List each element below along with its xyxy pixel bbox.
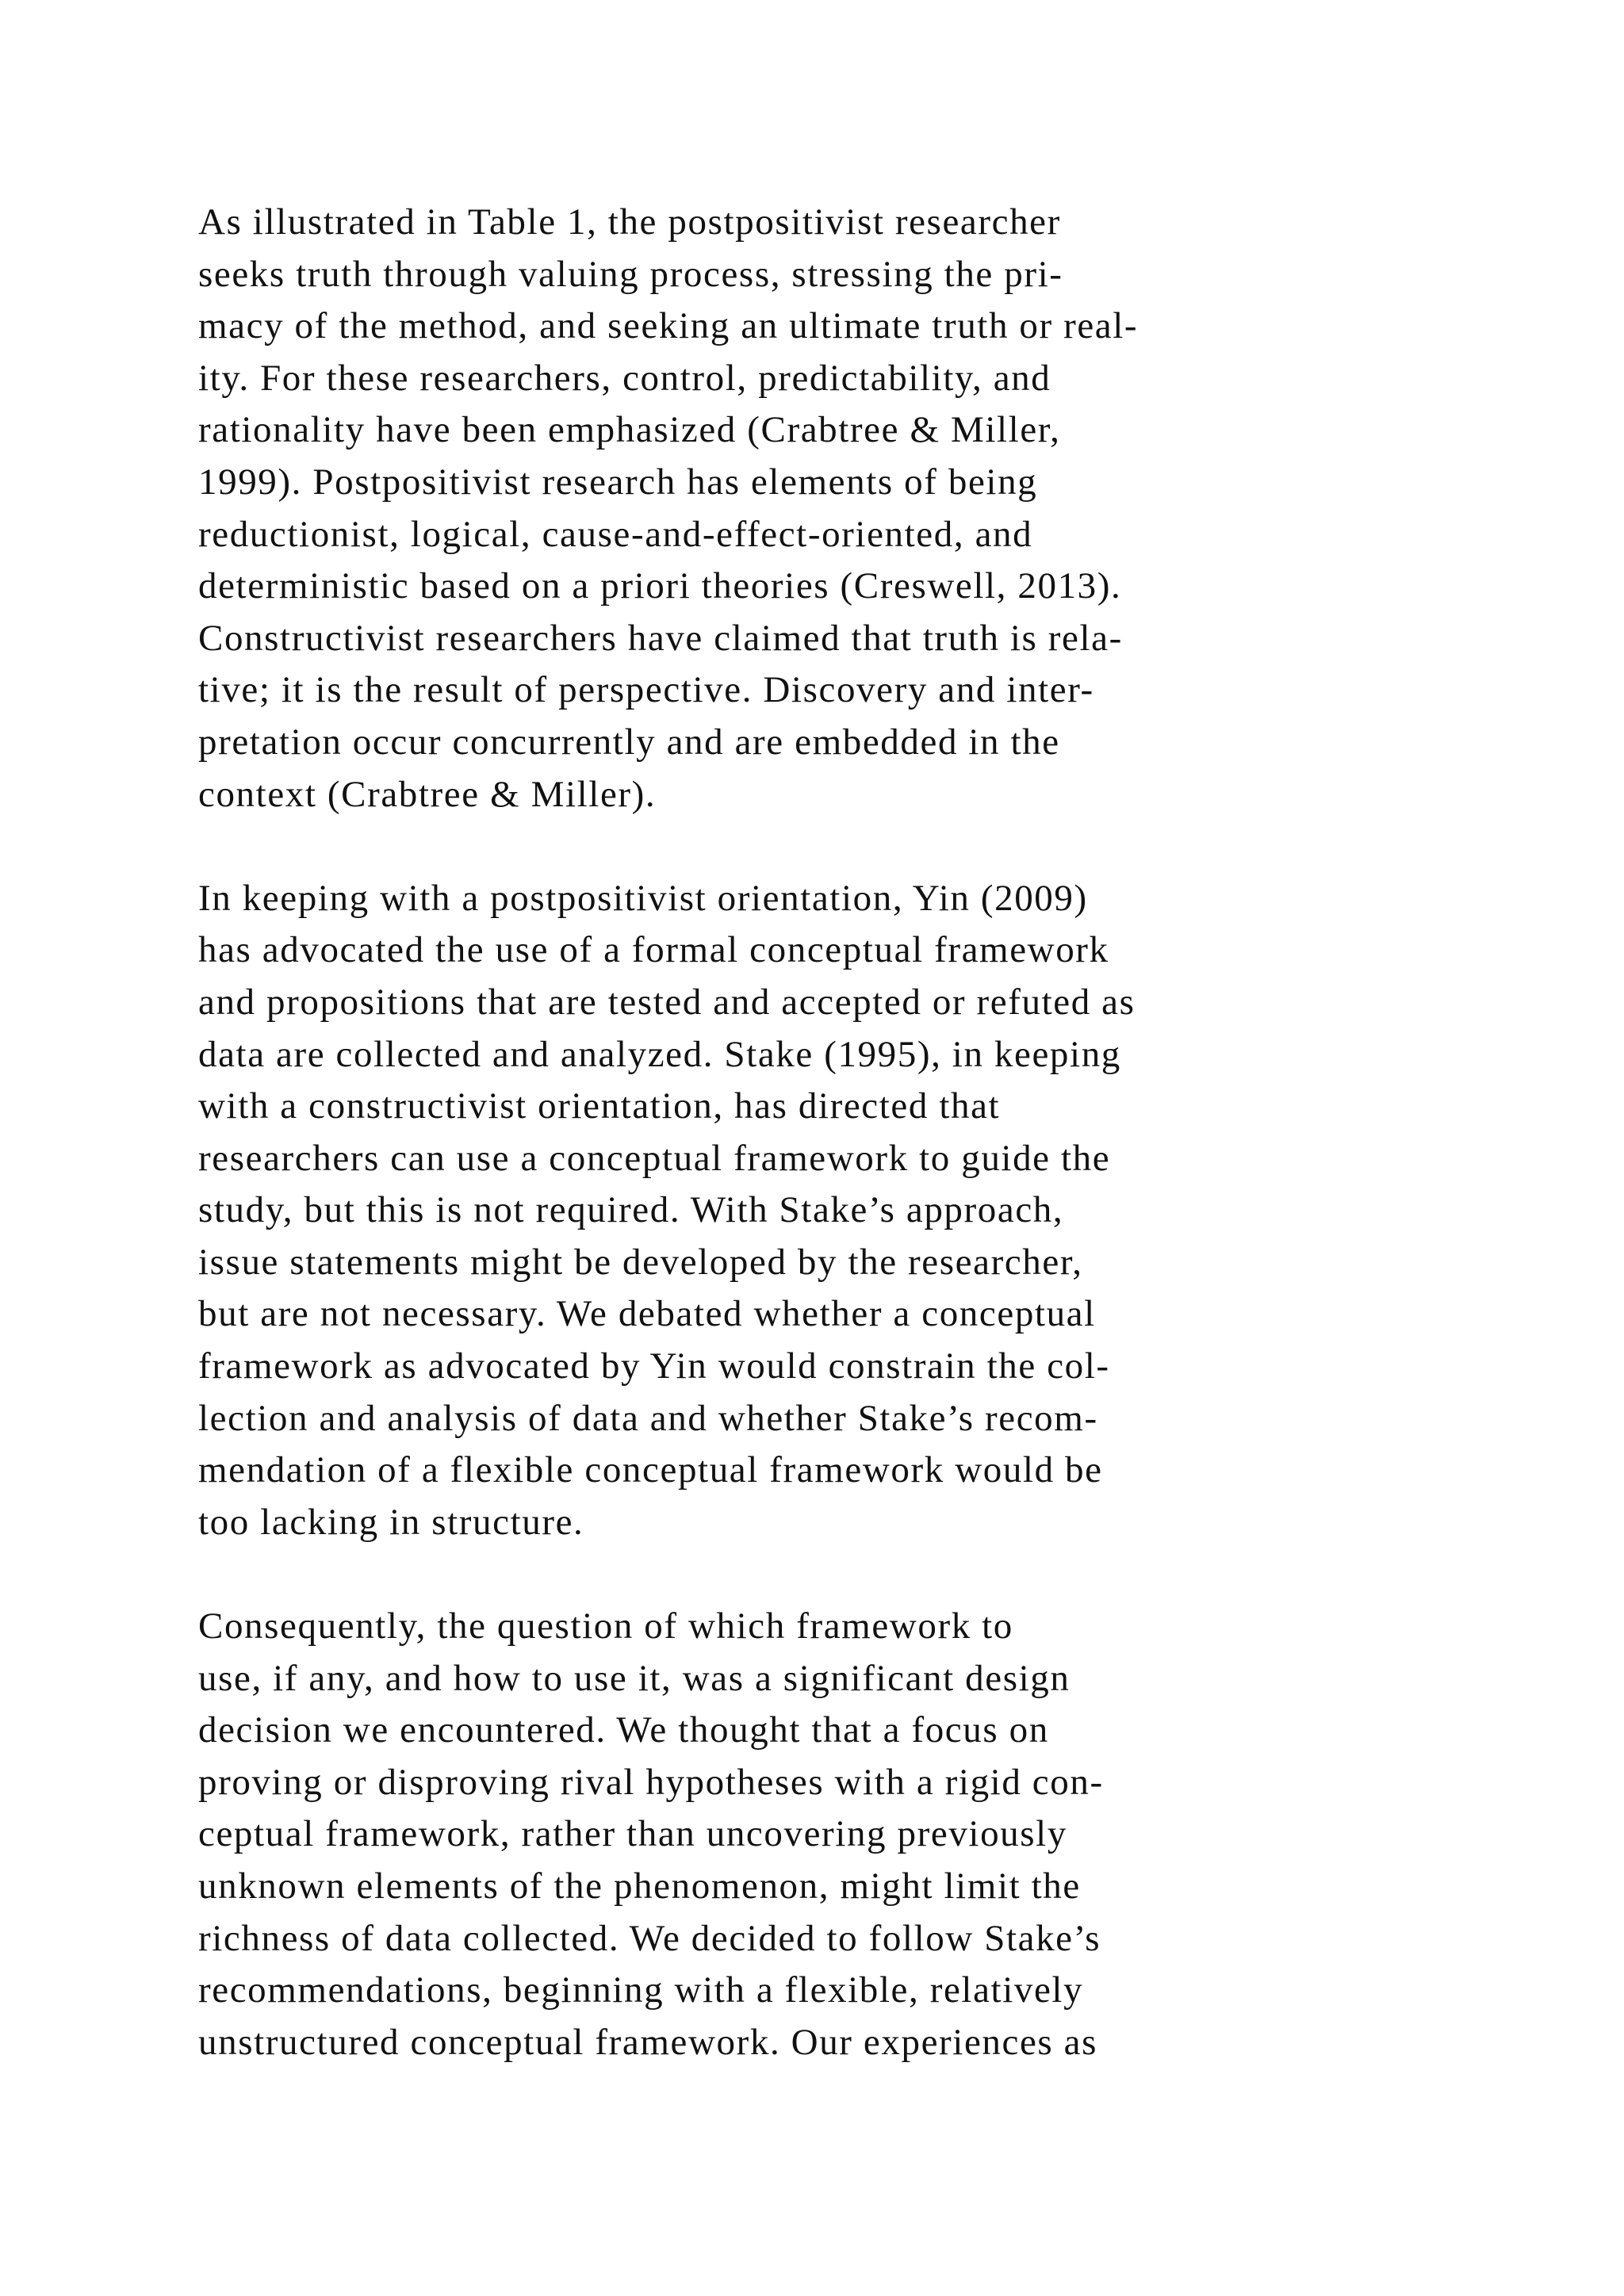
text-line: study, but this is not required. With Stake’s approach, bbox=[198, 1189, 1064, 1231]
text-line: ceptual framework, rather than uncovering previously bbox=[198, 1813, 1067, 1855]
text-line: context (Crabtree & Miller). bbox=[198, 773, 657, 815]
text-line: As illustrated in Table 1, the postpositivist researcher bbox=[198, 201, 1061, 243]
text-line: In keeping with a postpositivist orientation, Yin (2009) bbox=[198, 877, 1088, 919]
text-line: mendation of a flexible conceptual framework would be bbox=[198, 1449, 1103, 1491]
body-text bbox=[198, 197, 1546, 2068]
text-line: but are not necessary. We debated whether a conceptual bbox=[198, 1293, 1096, 1335]
text-line: proving or disproving rival hypotheses with a rigid con- bbox=[198, 1761, 1104, 1803]
text-line: framework as advocated by Yin would constrain the col- bbox=[198, 1345, 1110, 1387]
text-line: too lacking in structure. bbox=[198, 1501, 584, 1543]
text-line: tive; it is the result of perspective. Discovery and inter- bbox=[198, 669, 1094, 711]
text-line: unstructured conceptual framework. Our experiences as bbox=[198, 2021, 1098, 2063]
text-line: seeks truth through valuing process, stressing the pri- bbox=[198, 253, 1063, 295]
text-line: data are collected and analyzed. Stake (1995), in keeping bbox=[198, 1033, 1121, 1075]
text-line: deterministic based on a priori theories (Creswell, 2013). bbox=[198, 565, 1122, 607]
text-line: Consequently, the question of which framework to bbox=[198, 1605, 1013, 1647]
text-line: macy of the method, and seeking an ultimate truth or real- bbox=[198, 305, 1139, 347]
text-line: recommendations, beginning with a flexible, relatively bbox=[198, 1969, 1084, 2011]
text-line: 1999). Postpositivist research has elements of being bbox=[198, 461, 1038, 503]
text-line: has advocated the use of a formal conceptual framework bbox=[198, 929, 1109, 971]
text-line: unknown elements of the phenomenon, might limit the bbox=[198, 1866, 1081, 1907]
text-line: decision we encountered. We thought that a focus on bbox=[198, 1709, 1049, 1751]
text-line: with a constructivist orientation, has directed that bbox=[198, 1085, 1001, 1127]
text-line: Constructivist researchers have claimed that truth is rela- bbox=[198, 617, 1123, 659]
text-line: issue statements might be developed by the researcher, bbox=[198, 1241, 1083, 1283]
text-line: reductionist, logical, cause-and-effect-oriented, and bbox=[198, 513, 1033, 555]
text-line: researchers can use a conceptual framework to guide the bbox=[198, 1137, 1111, 1179]
text-line: pretation occur concurrently and are embedded in the bbox=[198, 721, 1060, 763]
text-line: and propositions that are tested and accepted or refuted as bbox=[198, 981, 1136, 1023]
paragraph-1 bbox=[198, 197, 1546, 821]
text-line: lection and analysis of data and whether Stake’s recom- bbox=[198, 1397, 1098, 1439]
paragraph-3 bbox=[198, 1601, 1546, 2068]
text-line: ity. For these researchers, control, predictability, and bbox=[198, 357, 1051, 399]
paragraph-2 bbox=[198, 873, 1546, 1549]
text-line: rationality have been emphasized (Crabtree & Miller, bbox=[198, 409, 1061, 451]
text-line: richness of data collected. We decided to follow Stake’s bbox=[198, 1917, 1101, 1959]
text-line: use, if any, and how to use it, was a significant design bbox=[198, 1657, 1071, 1699]
